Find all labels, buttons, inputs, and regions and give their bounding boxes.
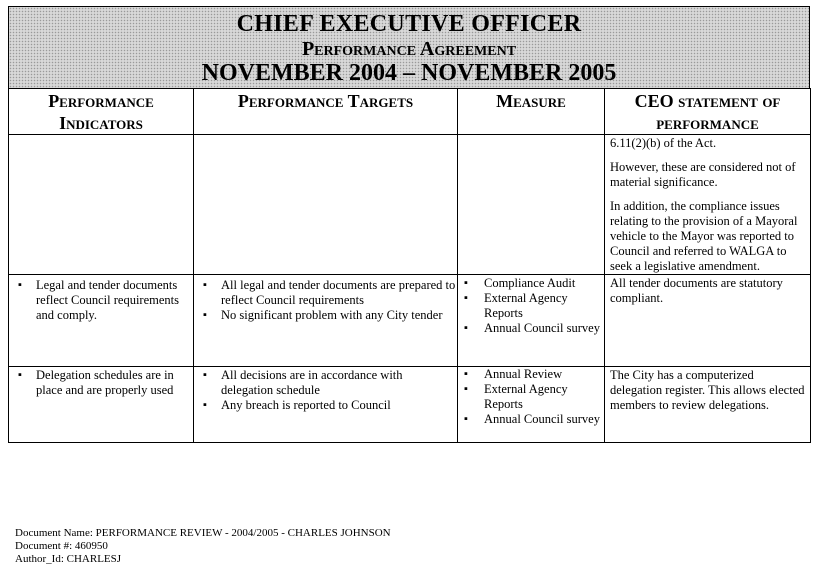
title-line-3: NOVEMBER 2004 – NOVEMBER 2005 [201,60,617,86]
target-item: ▪ All decisions are in accordance with delegation schedule [194,368,457,398]
footer-document-name: Document Name: PERFORMANCE REVIEW - 2004/2005 - CHARLES JOHNSON [15,527,391,539]
document-page [8,6,810,443]
measure-item: ▪ Compliance Audit [458,276,604,291]
measure-cell [458,275,605,367]
statement-cell [605,135,811,275]
title-line-2: Performance Agreement [301,38,517,60]
table-row [9,367,811,443]
header-row [9,89,811,135]
measure-item: ▪ Annual Review [458,367,604,382]
statement-text: In addition, the compliance issues relating to the provision of a Mayoral vehicle to the Mayor was reported to Council and referred to WALGA to seek a legislative amendment. [610,199,798,273]
target-item: ▪ No significant problem with any City tender [194,308,457,323]
col-header-measure: Measure [458,89,605,135]
targets-cell [194,367,458,443]
indicator-cell [9,275,194,367]
measure-item: ▪ Annual Council survey [458,321,604,336]
indicator-text: ▪ Legal and tender documents reflect Council requirements and comply. [9,278,193,323]
title-banner [8,6,810,88]
indicator-cell [9,135,194,275]
document-footer [15,527,391,566]
measure-cell [458,367,605,443]
measure-item: ▪ External Agency Reports [458,382,604,412]
measure-item: ▪ Annual Council survey [458,412,604,427]
target-item: ▪ All legal and tender documents are prepared to reflect Council requirements [194,278,457,308]
col-header-statement: CEO statement of performance [605,89,811,135]
table-row [9,275,811,367]
measure-item: ▪ External Agency Reports [458,291,604,321]
statement-text: 6.11(2)(b) of the Act. [610,136,717,150]
footer-author-id: Author_Id: CHARLESJ [15,553,122,565]
col-header-indicators: Performance Indicators [9,89,194,135]
footer-document-number: Document #: 460950 [15,540,108,552]
indicator-cell [9,367,194,443]
indicator-text: ▪ Delegation schedules are in place and are properly used [9,368,193,398]
statement-text: However, these are considered not of material significance. [610,160,796,189]
statement-text: All tender documents are statutory compliant. [610,276,783,305]
targets-cell [194,135,458,275]
measure-cell [458,135,605,275]
target-item: ▪ Any breach is reported to Council [194,398,457,413]
statement-cell [605,275,811,367]
statement-cell [605,367,811,443]
table-row [9,135,811,275]
title-line-1: CHIEF EXECUTIVE OFFICER [236,11,582,37]
col-header-targets: Performance Targets [194,89,458,135]
performance-table [8,88,811,443]
targets-cell [194,275,458,367]
statement-text: The City has a computerized delegation register. This allows elected members to review delegations. [610,368,805,412]
